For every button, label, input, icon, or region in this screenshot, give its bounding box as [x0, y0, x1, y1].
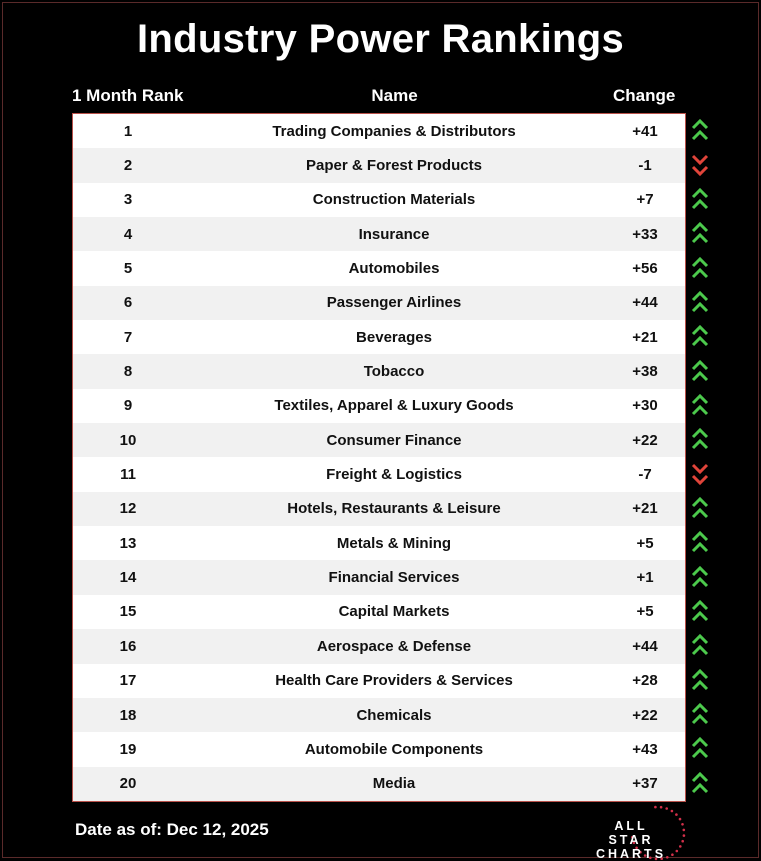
double-chevron-up-icon: [686, 731, 714, 765]
table-row: [73, 526, 685, 560]
rank-cell: 20: [119, 775, 137, 793]
table-row: [73, 595, 685, 629]
rank-cell: 2: [123, 157, 133, 175]
change-cell: +21: [632, 328, 658, 346]
change-cell: +44: [632, 294, 658, 312]
change-cell: +41: [632, 122, 658, 140]
name-cell: Consumer Finance: [326, 431, 462, 449]
name-cell: Tobacco: [363, 363, 425, 381]
name-cell: Aerospace & Defense: [316, 637, 472, 655]
double-chevron-up-icon: [686, 319, 714, 353]
name-cell: Hotels, Restaurants & Leisure: [287, 500, 501, 518]
double-chevron-up-icon: [686, 250, 714, 284]
table-row: [73, 389, 685, 423]
table-row: [73, 767, 685, 801]
change-cell: +7: [636, 191, 654, 209]
rank-cell: 10: [119, 431, 137, 449]
table-row: [73, 354, 685, 388]
double-chevron-up-icon: [686, 388, 714, 422]
table-row: [73, 148, 685, 182]
name-cell: Health Care Providers & Services: [275, 672, 513, 690]
double-chevron-up-icon: [686, 628, 714, 662]
double-chevron-up-icon: [686, 525, 714, 559]
name-cell: Paper & Forest Products: [306, 157, 482, 175]
rank-cell: 15: [119, 603, 137, 621]
rank-cell: 7: [123, 328, 133, 346]
double-chevron-down-icon: [686, 456, 714, 490]
change-cell: +33: [632, 225, 658, 243]
rank-cell: 3: [123, 191, 133, 209]
double-chevron-up-icon: [686, 216, 714, 250]
name-cell: Textiles, Apparel & Luxury Goods: [274, 397, 514, 415]
change-cell: +22: [632, 706, 658, 724]
name-cell: Freight & Logistics: [326, 466, 462, 484]
page-title: Industry Power Rankings: [137, 17, 624, 61]
double-chevron-up-icon: [686, 113, 714, 147]
change-arrows-column: [686, 113, 714, 800]
rank-cell: 6: [123, 294, 133, 312]
change-cell: +30: [632, 397, 658, 415]
rank-cell: 4: [123, 225, 133, 243]
change-cell: +1: [636, 569, 654, 587]
name-cell: Insurance: [358, 225, 430, 243]
rankings-table: [72, 113, 686, 802]
change-cell: -1: [638, 157, 652, 175]
logo-line-1: ALL STAR: [608, 819, 654, 847]
name-cell: Automobile Components: [304, 740, 484, 758]
double-chevron-down-icon: [686, 147, 714, 181]
date-label: Date as of: Dec 12, 2025: [75, 820, 269, 839]
double-chevron-up-icon: [686, 353, 714, 387]
change-cell: -7: [638, 466, 652, 484]
change-cell: +5: [636, 534, 654, 552]
name-cell: Chemicals: [356, 706, 432, 724]
infographic-frame: [2, 2, 759, 861]
name-cell: Financial Services: [328, 569, 460, 587]
name-cell: Construction Materials: [312, 191, 476, 209]
table-row: [73, 286, 685, 320]
table-row: [73, 183, 685, 217]
name-cell: Passenger Airlines: [326, 294, 462, 312]
table-row: [73, 492, 685, 526]
rank-cell: 12: [119, 500, 137, 518]
change-cell: +21: [632, 500, 658, 518]
double-chevron-up-icon: [686, 422, 714, 456]
name-cell: Capital Markets: [338, 603, 450, 621]
change-cell: +28: [632, 672, 658, 690]
column-header-rank: 1 Month Rank: [72, 86, 184, 105]
change-cell: +22: [632, 431, 658, 449]
rank-cell: 14: [119, 569, 137, 587]
double-chevron-up-icon: [686, 285, 714, 319]
table-row: [73, 114, 685, 148]
double-chevron-up-icon: [686, 663, 714, 697]
table-row: [73, 732, 685, 766]
double-chevron-up-icon: [686, 491, 714, 525]
table-row: [73, 251, 685, 285]
column-header-name: Name: [371, 86, 418, 105]
table-row: [73, 320, 685, 354]
rank-cell: 18: [119, 706, 137, 724]
rank-cell: 16: [119, 637, 137, 655]
table-row: [73, 423, 685, 457]
rank-cell: 19: [119, 740, 137, 758]
column-header-change: Change: [613, 86, 676, 105]
table-row: [73, 664, 685, 698]
rank-cell: 5: [123, 260, 133, 278]
rank-cell: 8: [123, 363, 133, 381]
rank-cell: 9: [123, 397, 133, 415]
name-cell: Media: [372, 775, 416, 793]
change-cell: +38: [632, 363, 658, 381]
rank-cell: 17: [119, 672, 137, 690]
double-chevron-up-icon: [686, 594, 714, 628]
name-cell: Trading Companies & Distributors: [272, 122, 516, 140]
change-cell: +44: [632, 637, 658, 655]
name-cell: Beverages: [356, 328, 432, 346]
double-chevron-up-icon: [686, 697, 714, 731]
double-chevron-up-icon: [686, 766, 714, 800]
logo-line-2: CHARTS: [595, 847, 667, 861]
change-cell: +43: [632, 740, 658, 758]
name-cell: Automobiles: [348, 260, 440, 278]
table-row: [73, 698, 685, 732]
rank-cell: 1: [123, 122, 133, 140]
change-cell: +56: [632, 260, 658, 278]
rank-cell: 11: [120, 466, 136, 484]
table-row: [73, 629, 685, 663]
double-chevron-up-icon: [686, 559, 714, 593]
table-row: [73, 560, 685, 594]
all-star-charts-logo: [588, 803, 688, 861]
change-cell: +37: [632, 775, 658, 793]
table-row: [73, 457, 685, 491]
rank-cell: 13: [119, 534, 137, 552]
table-row: [73, 217, 685, 251]
double-chevron-up-icon: [686, 182, 714, 216]
change-cell: +5: [636, 603, 654, 621]
name-cell: Metals & Mining: [336, 534, 452, 552]
